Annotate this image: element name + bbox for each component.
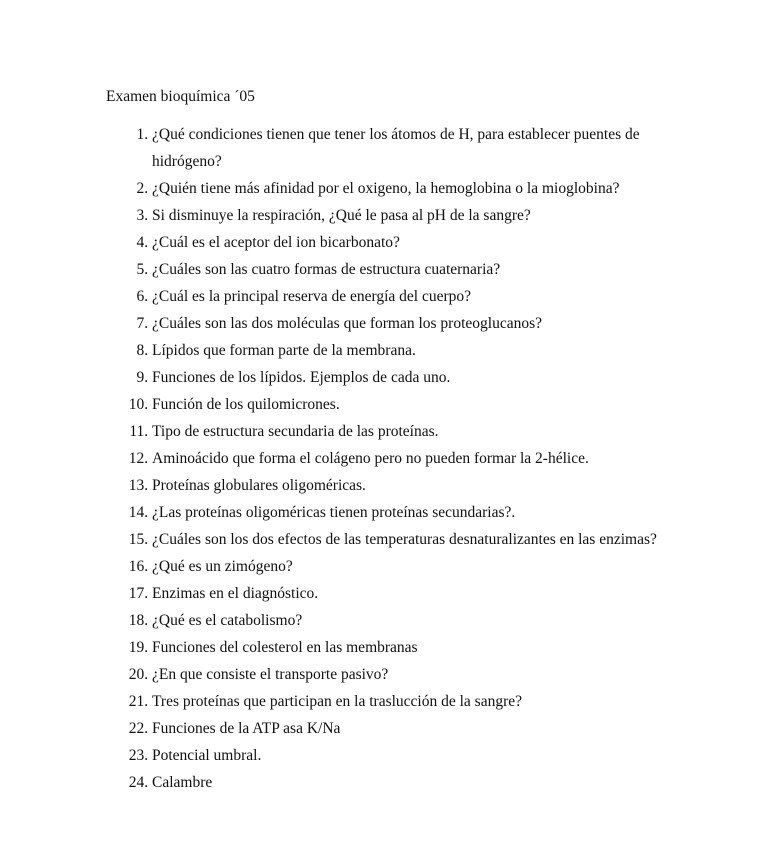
question-item xyxy=(106,391,666,418)
question-number: 22. xyxy=(128,720,152,737)
question-item xyxy=(106,715,666,742)
question-text: Calambre xyxy=(152,774,213,791)
question-item xyxy=(106,499,666,526)
question-number: 20. xyxy=(128,666,152,683)
question-item xyxy=(106,769,666,796)
question-number: 23. xyxy=(128,747,152,764)
question-text: ¿Quién tiene más afinidad por el oxigeno, la hemoglobina o la mioglobina? xyxy=(152,180,620,197)
question-item xyxy=(106,121,666,175)
question-text: Si disminuye la respiración, ¿Qué le pasa al pH de la sangre? xyxy=(152,207,531,224)
question-text: Función de los quilomicrones. xyxy=(152,396,340,413)
question-number: 8. xyxy=(136,342,152,359)
question-number: 7. xyxy=(136,315,152,332)
question-number: 5. xyxy=(136,261,152,278)
question-text: ¿Qué condiciones tienen que tener los átomos de H, para establecer puentes de hidrógeno? xyxy=(152,126,640,170)
question-number: 19. xyxy=(128,639,152,656)
question-text: Funciones del colesterol en las membranas xyxy=(152,639,418,656)
question-number: 6. xyxy=(136,288,152,305)
question-text: ¿En que consiste el transporte pasivo? xyxy=(152,666,389,683)
question-text: ¿Cuál es el aceptor del ion bicarbonato? xyxy=(152,234,400,251)
question-text: ¿Qué es el catabolismo? xyxy=(152,612,303,629)
question-item xyxy=(106,634,666,661)
question-text: Lípidos que forman parte de la membrana. xyxy=(152,342,416,359)
question-text: Tres proteínas que participan en la traslucción de la sangre? xyxy=(152,693,523,710)
question-item xyxy=(106,256,666,283)
question-item xyxy=(106,202,666,229)
question-item xyxy=(106,175,666,202)
question-text: ¿Las proteínas oligoméricas tienen proteínas secundarias?. xyxy=(152,504,516,521)
question-text: Aminoácido que forma el colágeno pero no pueden formar la 2-hélice. xyxy=(152,450,589,467)
question-number: 9. xyxy=(136,369,152,386)
question-item xyxy=(106,229,666,256)
question-number: 14. xyxy=(128,504,152,521)
question-item xyxy=(106,283,666,310)
question-item xyxy=(106,445,666,472)
question-number: 4. xyxy=(136,234,152,251)
question-item xyxy=(106,526,666,553)
question-number: 2. xyxy=(136,180,152,197)
question-number: 15. xyxy=(128,531,152,548)
question-number: 17. xyxy=(128,585,152,602)
question-item xyxy=(106,364,666,391)
question-number: 18. xyxy=(128,612,152,629)
question-text: Proteínas globulares oligoméricas. xyxy=(152,477,366,494)
question-item xyxy=(106,580,666,607)
question-item xyxy=(106,310,666,337)
question-item xyxy=(106,661,666,688)
question-number: 1. xyxy=(136,126,152,143)
question-text: ¿Cuáles son las dos moléculas que forman los proteoglucanos? xyxy=(152,315,542,332)
question-item xyxy=(106,418,666,445)
question-text: ¿Cuáles son las cuatro formas de estructura cuaternaria? xyxy=(152,261,501,278)
question-item xyxy=(106,742,666,769)
document-title: Examen bioquímica ´05 xyxy=(106,88,255,105)
question-text: Funciones de la ATP asa K/Na xyxy=(152,720,341,737)
question-text: Potencial umbral. xyxy=(152,747,262,764)
question-item xyxy=(106,688,666,715)
question-number: 16. xyxy=(128,558,152,575)
question-text: ¿Qué es un zimógeno? xyxy=(152,558,293,575)
question-number: 10. xyxy=(128,396,152,413)
question-list xyxy=(106,121,666,796)
question-text: Enzimas en el diagnóstico. xyxy=(152,585,319,602)
question-text: Funciones de los lípidos. Ejemplos de cada uno. xyxy=(152,369,451,386)
question-number: 13. xyxy=(128,477,152,494)
question-number: 12. xyxy=(128,450,152,467)
question-number: 3. xyxy=(136,207,152,224)
question-text: ¿Cuál es la principal reserva de energía del cuerpo? xyxy=(152,288,472,305)
question-number: 21. xyxy=(128,693,152,710)
question-number: 11. xyxy=(129,423,152,440)
question-item xyxy=(106,607,666,634)
question-text: Tipo de estructura secundaria de las proteínas. xyxy=(152,423,439,440)
question-item xyxy=(106,553,666,580)
question-number: 24. xyxy=(128,774,152,791)
question-text: ¿Cuáles son los dos efectos de las temperaturas desnaturalizantes en las enzimas? xyxy=(152,531,657,548)
question-item xyxy=(106,472,666,499)
question-item xyxy=(106,337,666,364)
